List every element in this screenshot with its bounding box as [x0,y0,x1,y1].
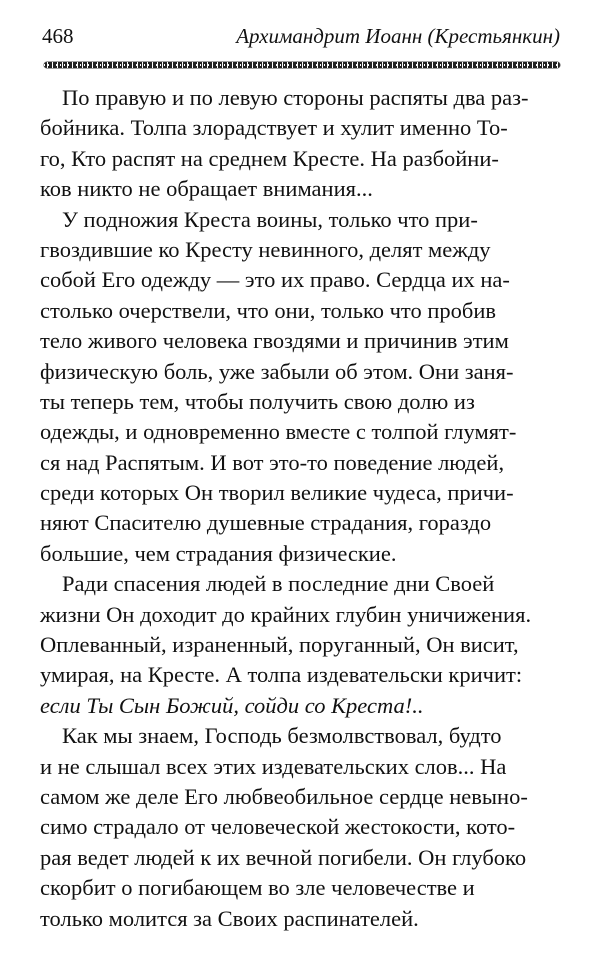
text-line: собой Его одежду — это их право. Сердца их на- [40,267,510,293]
text-line: рая ведет людей к их вечной погибели. Он глубоко [40,844,527,870]
text-line: бойника. Толпа злорадствует и хулит именно То- [40,115,508,141]
text-line: скорбит о погибающем во зле человечестве и [40,875,475,901]
text-line: жизни Он доходит до крайних глубин уничижения. [40,601,532,627]
page-header [42,24,560,54]
page-number: 468 [42,24,74,48]
text-line: ков никто не обращает внимания... [40,176,373,202]
paragraph [40,205,562,570]
text-line: среди которых Он творил великие чудеса, причи- [40,480,514,506]
text-line: симо страдало от человеческой жестокости, кото- [40,814,516,840]
text-line: няют Спасителю душевные страдания, гораздо [40,510,492,536]
text-line: если Ты Сын Божий, сойди со Креста!.. [40,692,424,718]
text-line: большие, чем страдания физические. [40,540,397,566]
text-line: только молится за Своих распинателей. [40,905,419,931]
text-line: одежды, и одновременно вместе с толпой глумят- [40,419,517,445]
text-line: ты теперь тем, чтобы получить свою долю из [40,388,475,414]
ornamental-rule [44,62,560,68]
text-line: самом же деле Его любвеобильное сердце невыно- [40,783,528,809]
text-line: умирая, на Кресте. А толпа издевательски кричит: [40,662,523,688]
text-line: физическую боль, уже забыли об этом. Они заня- [40,358,514,384]
text-line: столько очерствели, что они, только что пробив [40,297,496,323]
text-line: гвоздившие ко Кресту невинного, делят между [40,236,491,262]
text-line: ся над Распятым. И вот это-то поведение людей, [40,449,505,475]
text-line: По правую и по левую стороны распяты два раз- [62,85,529,110]
paragraph [40,83,562,205]
text-line: и не слышал всех этих издевательских слов... На [40,753,507,779]
text-line: тело живого человека гвоздями и причинив этим [40,328,509,354]
text-line: У подножия Креста воины, только что при- [62,206,478,232]
text-line: Ради спасения людей в последние дни Своей [62,571,495,597]
text-line: Как мы знаем, Господь безмолвствовал, будто [62,723,502,749]
text-line: го, Кто распят на среднем Кресте. На разбойни- [40,145,499,171]
paragraph [40,569,562,721]
running-title: Архимандрит Иоанн (Крестьянкин) [236,24,560,48]
paragraph [40,721,562,934]
text-line: Оплеванный, израненный, поруганный, Он висит, [40,632,519,658]
body-text [40,83,562,934]
